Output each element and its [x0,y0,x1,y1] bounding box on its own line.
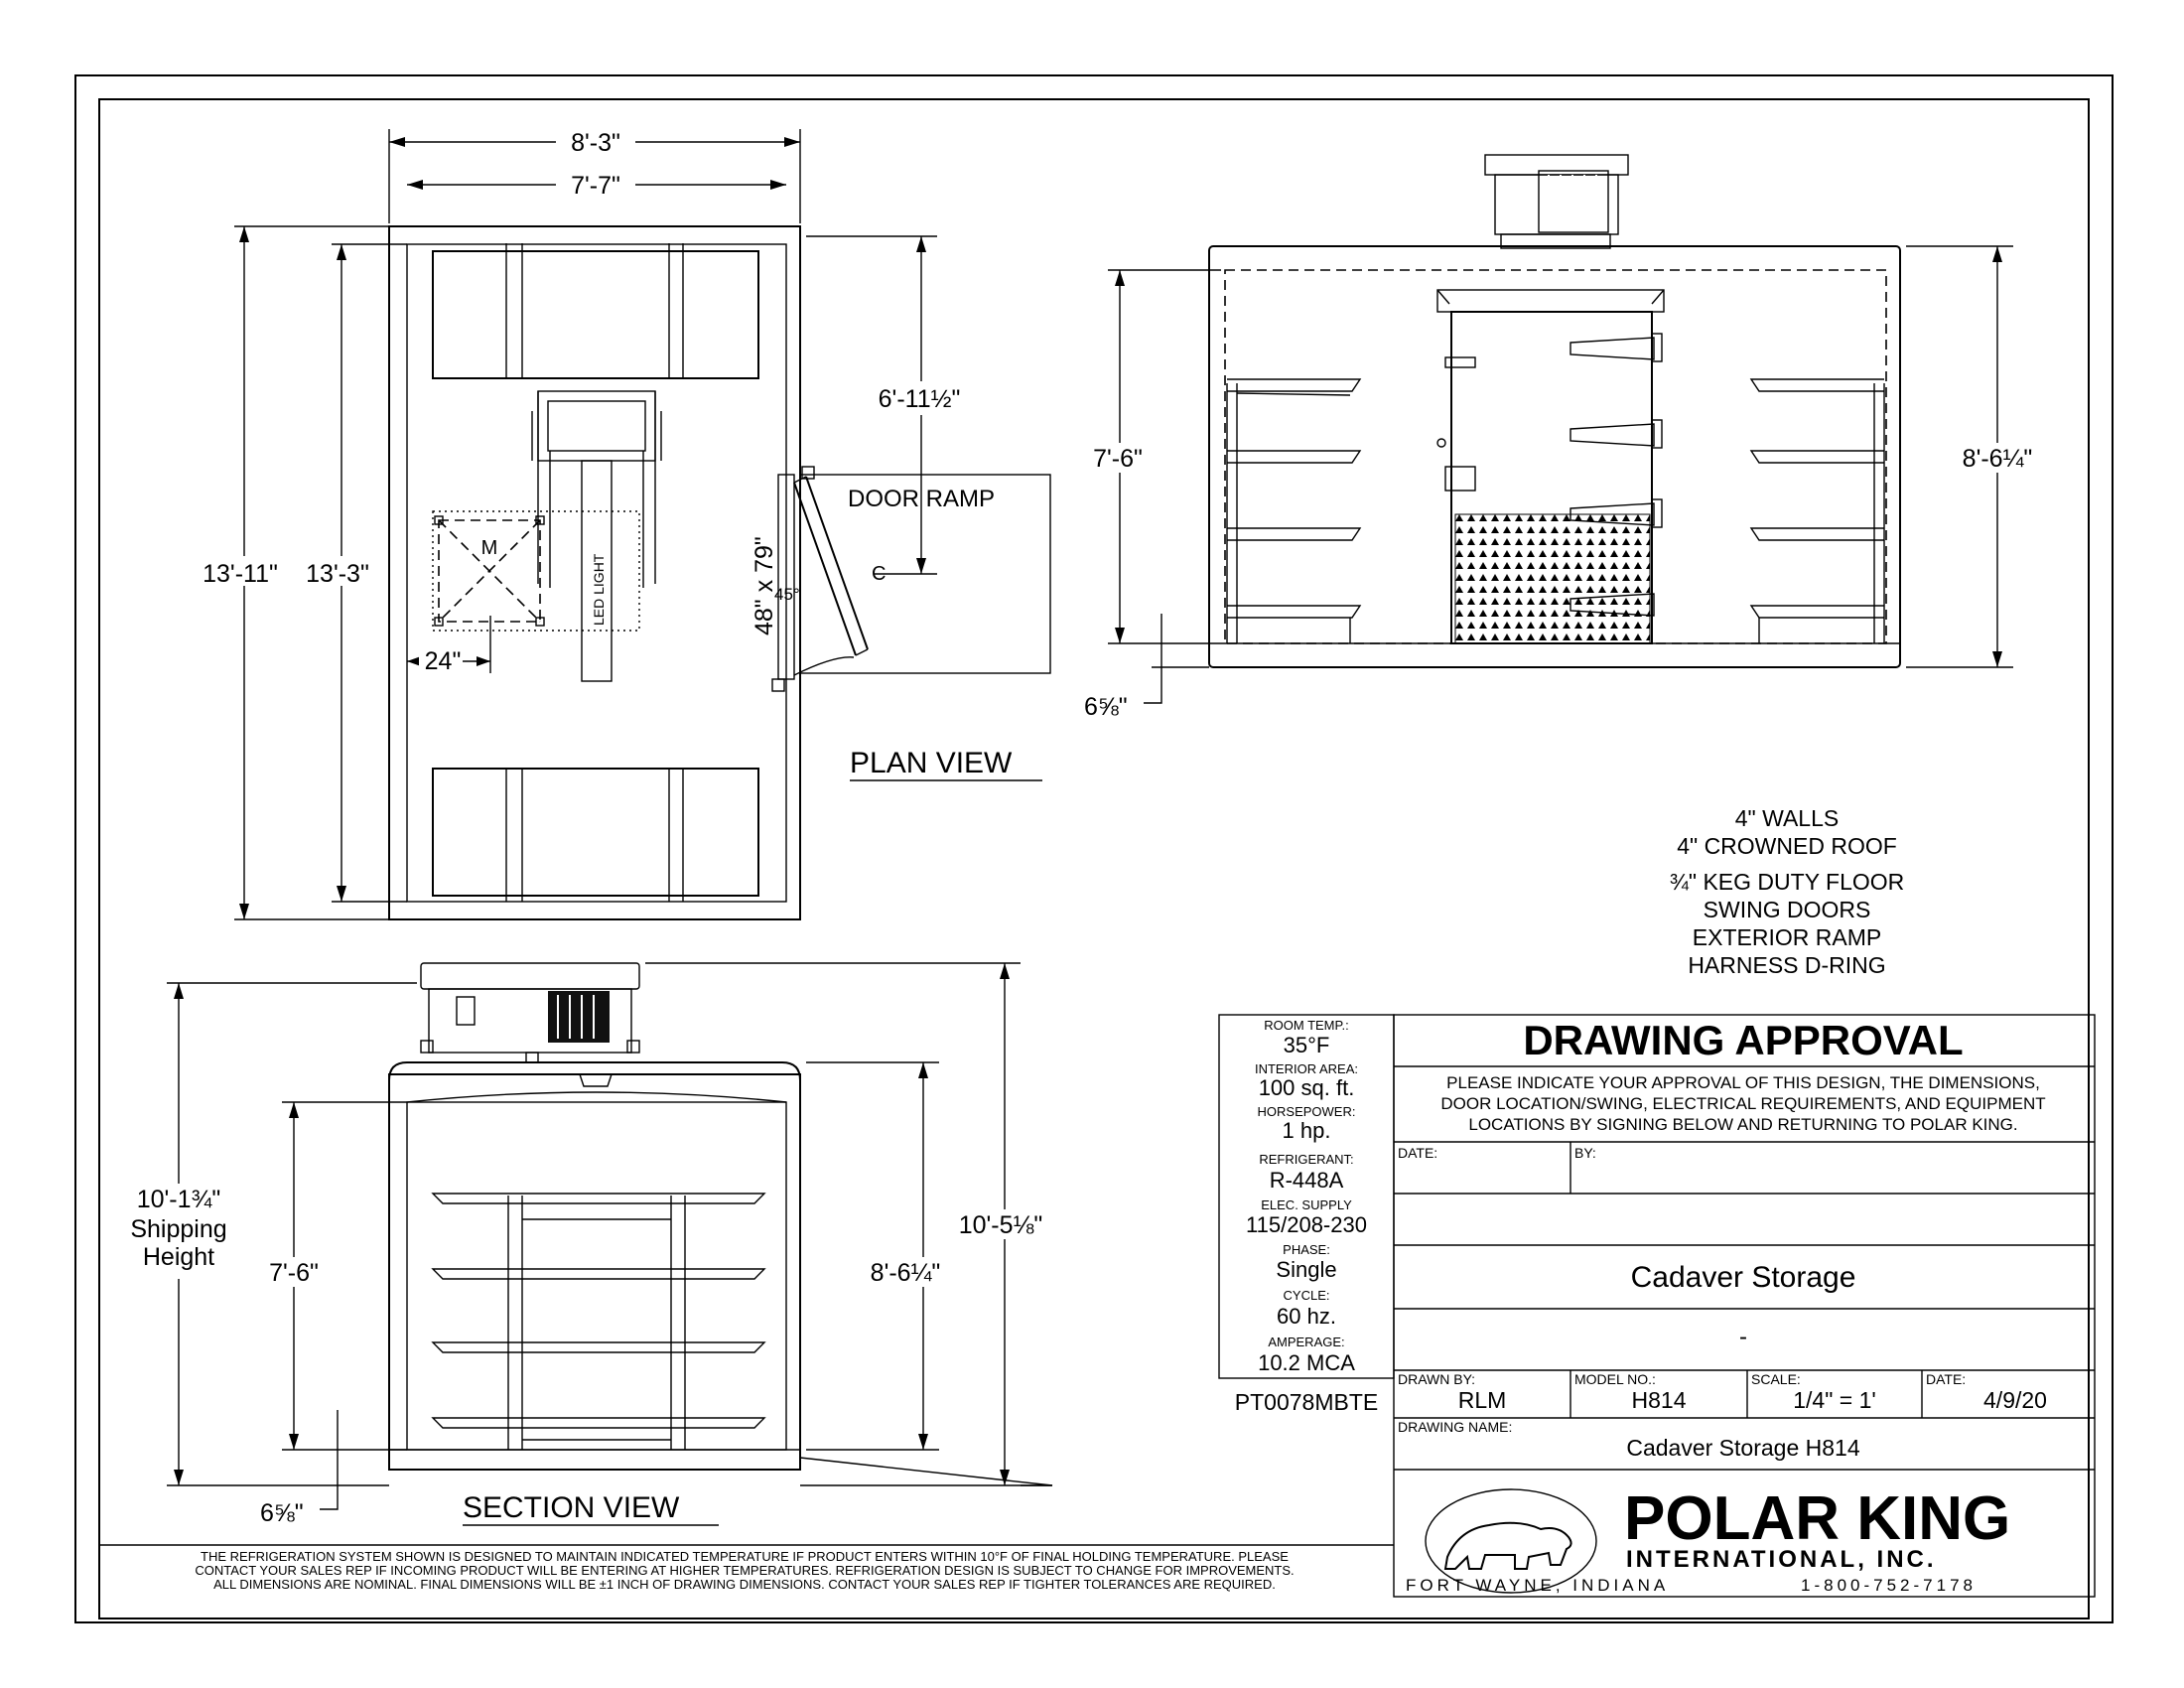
unit-marker: M [480,537,498,559]
shipping-label-2: Height [142,1243,215,1271]
refrigerant-label: REFRIGERANT: [1259,1152,1354,1167]
drawing-date: 4/9/20 [1983,1387,2047,1413]
section-dim-interior-height: 7'-6" [269,1259,319,1287]
plan-view-title: PLAN VIEW [850,747,1013,779]
cycle: 60 hz. [1277,1304,1336,1329]
plan-view [191,125,1050,919]
date-label: DATE: [1398,1145,1438,1161]
project-name: Cadaver Storage [1630,1261,1856,1294]
room-temp-label: ROOM TEMP.: [1264,1018,1349,1033]
condensing-unit-top [1485,155,1628,248]
company-name: POLAR KING [1624,1484,2011,1553]
polar-bear-icon [1445,1523,1571,1569]
svg-text:C: C [872,563,887,585]
feature-ramp: EXTERIOR RAMP [1692,924,1882,950]
dim-interior-width: 7'-7" [571,172,620,200]
shelf-bottom [433,769,758,902]
phase: Single [1276,1257,1337,1282]
shipping-label-1: Shipping [130,1215,227,1243]
amperage-label: AMPERAGE: [1268,1335,1345,1349]
front-door [1437,290,1664,643]
section-dim-shipping-height: 10'-1¾" [136,1186,221,1213]
dim-interior-length: 13'-3" [306,560,369,588]
door-size: 48" x 79" [751,536,778,635]
dim-overall-width: 8'-3" [571,129,620,157]
company-phone: 1-800-752-7178 [1801,1576,1977,1595]
date2-label: DATE: [1926,1371,1967,1387]
front-dim-floor: 6⅝" [1084,693,1128,721]
horsepower: 1 hp. [1282,1118,1331,1143]
approval-line-2: DOOR LOCATION/SWING, ELECTRICAL REQUIREMENTS, AND EQUIPMENT [1440,1094,2046,1113]
inner-border [99,99,2089,1618]
dotted-boundary [433,511,639,631]
shelf-top [433,243,758,378]
door-angle: 45° [774,585,800,604]
amperage: 10.2 MCA [1258,1350,1355,1375]
horsepower-label: HORSEPOWER: [1257,1104,1356,1119]
section-outer-wall [389,1074,800,1470]
section-shelves [433,1194,764,1450]
polar-king-logo [1406,1484,2010,1595]
disclaimer-line-1: THE REFRIGERATION SYSTEM SHOWN IS DESIGNED TO MAINTAIN INDICATED TEMPERATURE IF PRODUCT ENTERS WITHIN 10°F OF FINAL HOLDING TEMPERATURE. PLEASE [201,1549,1289,1564]
interior-area-label: INTERIOR AREA: [1254,1061,1359,1076]
led-light-label: LED LIGHT [591,553,607,626]
company-sub: INTERNATIONAL, INC. [1626,1546,1937,1573]
drawn-by: RLM [1457,1387,1507,1413]
project-sub: - [1739,1324,1747,1350]
model-no-label: MODEL NO.: [1574,1371,1656,1387]
section-dim-floor: 6⅝" [260,1499,304,1527]
dim-door-offset: 6'-11½" [878,385,961,413]
section-dim-total-height: 10'-5⅛" [958,1211,1043,1239]
door-ramp-label: DOOR RAMP [848,486,996,512]
disclaimer-line-2: CONTACT YOUR SALES REP IF INCOMING PRODUCT WILL BE ENTERING AT HIGHER TEMPERATURES. REFRIGERATION DESIGN IS SUBJECT TO CHANGE FOR IMPROVEMENTS. [195,1563,1295,1578]
drawn-by-label: DRAWN BY: [1398,1371,1476,1387]
part-number: PT0078MBTE [1234,1389,1379,1415]
disclaimer [99,1545,1394,1592]
front-shelves-right [1751,379,1884,643]
section-view [115,963,1054,1527]
phase-label: PHASE: [1283,1242,1330,1257]
feature-walls: 4" WALLS [1734,805,1840,831]
feature-doors: SWING DOORS [1703,897,1871,922]
refrigerant: R-448A [1269,1168,1344,1193]
elec-supply: 115/208-230 [1246,1212,1367,1237]
feature-floor: ¾" KEG DUTY FLOOR [1669,869,1905,895]
dim-24: 24" [424,647,462,675]
front-dim-interior-height: 7'-6" [1093,445,1143,473]
scale: 1/4" = 1' [1793,1387,1876,1413]
section-roof [389,1062,800,1080]
drawing-name-label: DRAWING NAME: [1398,1419,1513,1435]
section-view-title: SECTION VIEW [463,1491,680,1524]
front-shelves-left [1227,379,1360,643]
room-temp: 35°F [1283,1033,1330,1057]
drawing-approval-heading: DRAWING APPROVAL [1523,1017,1964,1063]
company-city: FORT WAYNE, INDIANA [1406,1576,1670,1595]
disclaimer-line-3: ALL DIMENSIONS ARE NOMINAL. FINAL DIMENSIONS WILL BE ±1 INCH OF DRAWING DIMENSIONS. CONTACT YOUR SALES REP IF TIGHTER TOLERANCES ARE REQUIRED. [213,1577,1276,1592]
feature-harness: HARNESS D-RING [1688,952,1886,978]
spec-table [1219,1015,1394,1415]
front-dim-exterior-height: 8'-6¼" [1962,445,2033,473]
evaporator-marker [435,516,544,626]
section-dim-exterior-height: 8'-6¼" [870,1259,941,1287]
approval-line-1: PLEASE INDICATE YOUR APPROVAL OF THIS DESIGN, THE DIMENSIONS, [1446,1073,2040,1092]
interior-area: 100 sq. ft. [1258,1075,1355,1100]
front-elevation [1072,155,2049,721]
approval-line-3: LOCATIONS BY SIGNING BELOW AND RETURNING TO POLAR KING. [1468,1115,2018,1134]
title-block [1394,1015,2095,1597]
elec-supply-label: ELEC. SUPPLY [1261,1197,1352,1212]
model-no: H814 [1631,1387,1687,1413]
scale-label: SCALE: [1751,1371,1801,1387]
condensing-unit-side [421,963,639,1062]
by-label: BY: [1574,1145,1596,1161]
cycle-label: CYCLE: [1283,1288,1330,1303]
features-list [1670,805,1905,978]
drawing-name: Cadaver Storage H814 [1626,1435,1860,1461]
feature-roof: 4" CROWNED ROOF [1677,833,1897,859]
dim-overall-length: 13'-11" [203,560,278,588]
